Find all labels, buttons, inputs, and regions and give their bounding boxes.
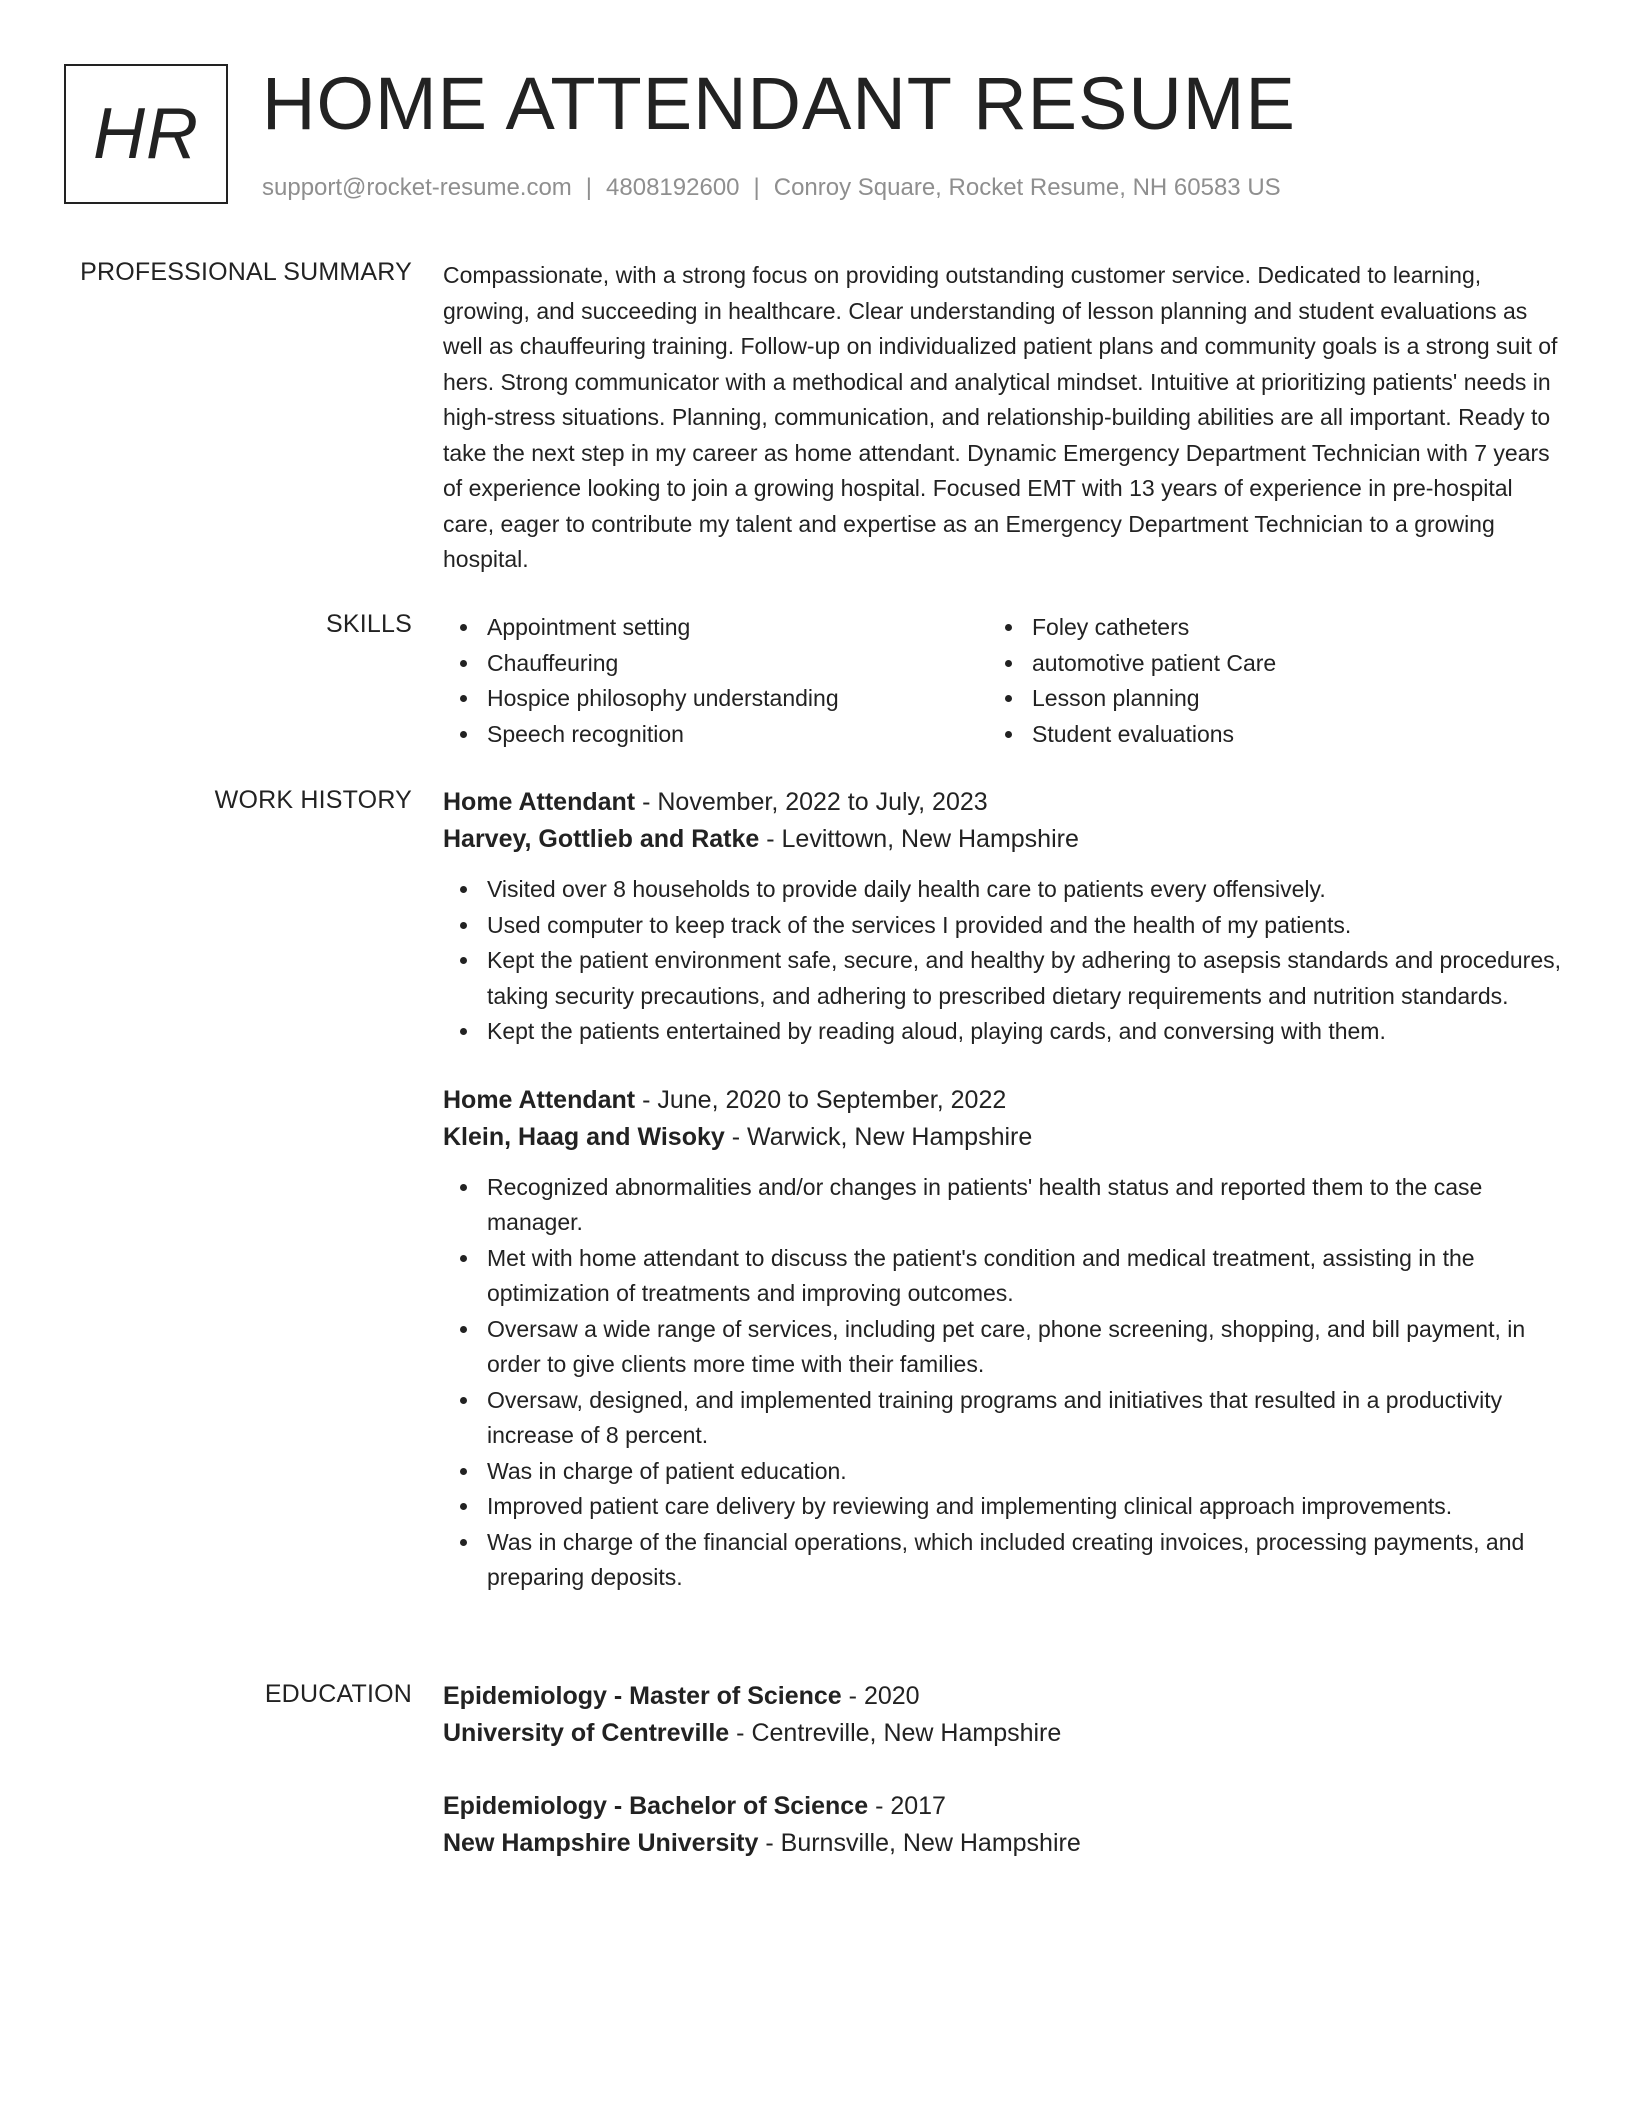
contact-email[interactable]: support@rocket-resume.com xyxy=(262,174,572,201)
dash: - xyxy=(766,825,775,853)
dash: - xyxy=(736,1719,745,1747)
section-body xyxy=(443,610,1563,752)
section-title: WORK HISTORY xyxy=(214,786,412,814)
education-school-line xyxy=(443,1715,1563,1752)
skill-item: Lesson planning xyxy=(1032,681,1533,717)
job-company-line xyxy=(443,821,1563,858)
job-role: Home Attendant xyxy=(443,1085,636,1114)
job-bullet: Used computer to keep track of the services I provided and the health of my patients. xyxy=(487,908,1563,944)
job-bullet: Was in charge of patient education. xyxy=(487,1454,1563,1490)
job-bullet: Kept the patients entertained by reading aloud, playing cards, and conversing with them. xyxy=(487,1014,1563,1050)
dash: - xyxy=(731,1122,741,1151)
job-company: Klein, Haag and Wisoky xyxy=(443,1122,725,1151)
skill-item: automotive patient Care xyxy=(1032,646,1533,682)
job-bullets xyxy=(443,872,1563,1050)
dash: - xyxy=(848,1682,857,1710)
job-role-line xyxy=(443,784,1563,821)
monogram-logo: HR xyxy=(64,64,228,204)
resume-header xyxy=(64,64,1564,214)
skill-item: Foley catheters xyxy=(1032,610,1533,646)
job-bullet: Oversaw, designed, and implemented training programs and initiatives that resulted in a productivity increase of 8 percent. xyxy=(487,1383,1563,1454)
job-role: Home Attendant xyxy=(443,788,636,816)
job-company: Harvey, Gottlieb and Ratke xyxy=(443,825,760,853)
job-dates: November, 2022 to July, 2023 xyxy=(657,788,988,816)
summary-text: Compassionate, with a strong focus on providing outstanding customer service. Dedicated to learning, growing, and succeeding in healthcare. Clear understanding of lesson planning and student evaluations as well as chauffeuring training. Follow-up on individualized patient plans and community goals is a strong suit of hers. Strong communicator with a methodical and analytical mindset. Intuitive at prioritizing patients' needs in high-stress situations. Planning, communication, and relationship-building abilities are all important. Ready to take the next step in my career as home attendant. Dynamic Emergency Department Technician with 7 years of experience looking to join a growing hospital. Focused EMT with 13 years of experience in pre-hospital care, eager to contribute my talent and expertise as an Emergency Department Technician to a growing hospital. xyxy=(443,262,1558,572)
education-school-line xyxy=(443,1825,1563,1862)
job-bullet: Improved patient care delivery by reviewing and implementing clinical approach improvements. xyxy=(487,1489,1563,1525)
education-degree-line xyxy=(443,1678,1563,1715)
section-title: EDUCATION xyxy=(264,1680,412,1708)
contact-separator: | xyxy=(585,174,593,201)
education-year: 2020 xyxy=(863,1682,920,1710)
job-bullet: Oversaw a wide range of services, including pet care, phone screening, shopping, and bill payment, in order to give clients more time with their families. xyxy=(487,1312,1563,1383)
education-location: Centreville, New Hampshire xyxy=(751,1719,1062,1747)
skills-column-left xyxy=(443,610,988,752)
skill-item: Speech recognition xyxy=(487,717,988,753)
education-degree: Epidemiology - Bachelor of Science xyxy=(443,1792,869,1820)
skill-item: Hospice philosophy understanding xyxy=(487,681,988,717)
education-location: Burnsville, New Hampshire xyxy=(780,1829,1081,1857)
contact-separator: | xyxy=(753,174,760,201)
skills-column-right xyxy=(988,610,1533,752)
section-title: SKILLS xyxy=(326,610,412,638)
job-bullet: Was in charge of the financial operations, which included creating invoices, processing payments, and preparing deposits. xyxy=(487,1525,1563,1596)
skills-grid xyxy=(443,610,1563,752)
skill-item: Student evaluations xyxy=(1032,717,1533,753)
job-bullets xyxy=(443,1170,1563,1596)
section-body xyxy=(443,784,1563,1596)
skill-item: Chauffeuring xyxy=(487,646,988,682)
education-degree-line xyxy=(443,1788,1563,1825)
dash: - xyxy=(642,1085,651,1114)
job-location: Levittown, New Hampshire xyxy=(781,825,1079,853)
job-location: Warwick, New Hampshire xyxy=(747,1122,1033,1151)
education-school: New Hampshire University xyxy=(443,1829,759,1857)
education-school: University of Centreville xyxy=(443,1719,730,1747)
section-title: PROFESSIONAL SUMMARY xyxy=(80,258,412,286)
job-role-line xyxy=(443,1082,1563,1119)
job-bullet: Kept the patient environment safe, secure, and healthy by adhering to asepsis standards and procedures, taking security precautions, and adhering to prescribed dietary requirements and nutrition standards. xyxy=(487,943,1563,1014)
section-body xyxy=(443,258,1563,578)
job-company-line xyxy=(443,1119,1563,1156)
job-dates: June, 2020 to September, 2022 xyxy=(657,1085,1007,1114)
dash: - xyxy=(875,1792,884,1820)
job-bullet: Met with home attendant to discuss the patient's condition and medical treatment, assisting in the optimization of treatments and improving outcomes. xyxy=(487,1241,1563,1312)
dash: - xyxy=(765,1829,774,1857)
contact-line xyxy=(262,174,1281,202)
education-year: 2017 xyxy=(890,1792,946,1820)
section-body xyxy=(443,1678,1563,1862)
skill-item: Appointment setting xyxy=(487,610,988,646)
job-bullet: Recognized abnormalities and/or changes in patients' health status and reported them to the case manager. xyxy=(487,1170,1563,1241)
resume-title: HOME ATTENDANT RESUME xyxy=(262,62,1296,145)
job-entry xyxy=(443,1082,1563,1596)
dash: - xyxy=(642,788,651,816)
education-entry xyxy=(443,1788,1563,1862)
job-entry xyxy=(443,784,1563,1050)
contact-address: Conroy Square, Rocket Resume, NH 60583 US xyxy=(773,174,1281,201)
job-bullet: Visited over 8 households to provide daily health care to patients every offensively. xyxy=(487,872,1563,908)
contact-phone[interactable]: 4808192600 xyxy=(606,174,740,201)
education-entry xyxy=(443,1678,1563,1752)
education-degree: Epidemiology - Master of Science xyxy=(443,1682,842,1710)
